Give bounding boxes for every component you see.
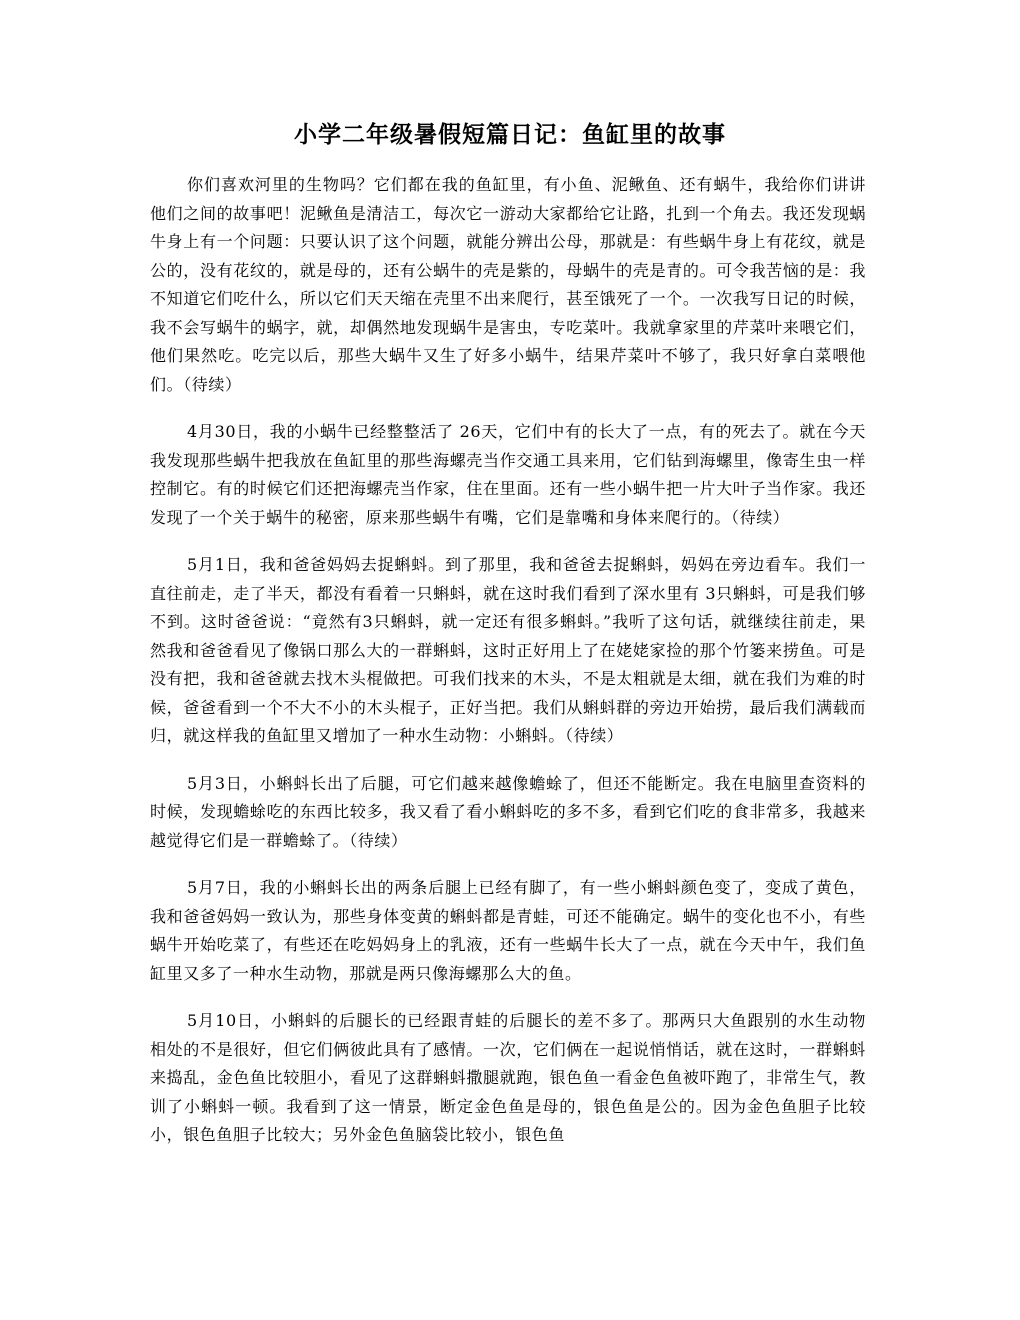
document-body bbox=[150, 171, 866, 1169]
paragraph-may-3: 5月3日，小蝌蚪长出了后腿，可它们越来越像蟾蜍了，但还不能断定。我在电脑里查资料的时候，发现蟾蜍吃的东西比较多，我又看了看小蝌蚪吃的多不多，看到它们吃的食非常多，我越来越觉得它们是一群蟾蜍了。（待续） bbox=[150, 773, 866, 850]
paragraph-may-10: 5月10日，小蝌蚪的后腿长的已经跟青蛙的后腿长的差不多了。那两只大鱼跟别的水生动物相处的不是很好，但它们俩彼此具有了感情。一次，它们俩在一起说悄悄话，就在这时，一群蝌蚪来捣乱，金色鱼比较胆小，看见了这群蝌蚪撒腿就跑，银色鱼一看金色鱼被吓跑了，非常生气，教训了小蝌蚪一顿。我看到了这一情景，断定金色鱼是母的，银色鱼是公的。因为金色鱼胆子比较小，银色鱼胆子比较大；另外金色鱼脑袋比较小，银色鱼 bbox=[150, 1011, 866, 1144]
paragraph-april-30: 4月30日，我的小蜗牛已经整整活了 26天，它们中有的长大了一点，有的死去了。就在今天我发现那些蜗牛把我放在鱼缸里的那些海螺壳当作交通工具来用，它们钻到海螺里，像寄生虫一样控制它。有的时候它们还把海螺壳当作家，住在里面。还有一些小蜗牛把一片大叶子当作家。我还发现了一个关于蜗牛的秘密，原来那些蜗牛有嘴，它们是靠嘴和身体来爬行的。（待续） bbox=[150, 422, 866, 527]
paragraph-may-1: 5月1日，我和爸爸妈妈去捉蝌蚪。到了那里，我和爸爸去捉蝌蚪，妈妈在旁边看车。我们一直往前走，走了半天，都没有看着一只蝌蚪，就在这时我们看到了深水里有 3只蝌蚪，可是我们够不到。这时爸爸说：“竟然有3只蝌蚪，就一定还有很多蝌蚪。”我听了这句话，就继续往前走，果然我和爸爸看见了像锅口那么大的一群蝌蚪，这时正好用上了在姥姥家捡的那个竹篓来捞鱼。可是没有把，我和爸爸就去找木头棍做把。可我们找来的木头，不是太粗就是太细，就在我们为难的时候，爸爸看到一个不大不小的木头棍子，正好当把。我们从蝌蚪群的旁边开始捞，最后我们满载而归，就这样我的鱼缸里又增加了一种水生动物：小蝌蚪。（待续） bbox=[150, 555, 866, 745]
paragraph-intro: 你们喜欢河里的生物吗？它们都在我的鱼缸里，有小鱼、泥鳅鱼、还有蜗牛，我给你们讲讲他们之间的故事吧！泥鳅鱼是清洁工，每次它一游动大家都给它让路，扎到一个角去。我还发现蜗牛身上有一个问题：只要认识了这个问题，就能分辨出公母，那就是：有些蜗牛身上有花纹，就是公的，没有花纹的，就是母的，还有公蜗牛的壳是紫的，母蜗牛的壳是青的。可令我苦恼的是：我不知道它们吃什么，所以它们天天缩在壳里不出来爬行，甚至饿死了一个。一次我写日记的时候，我不会写蜗牛的蜗字，就，却偶然地发现蜗牛是害虫，专吃菜叶。我就拿家里的芹菜叶来喂它们，他们果然吃。吃完以后，那些大蜗牛又生了好多小蜗牛，结果芹菜叶不够了，我只好拿白菜喂他们。（待续） bbox=[150, 175, 866, 394]
paragraph-may-7: 5月7日，我的小蝌蚪长出的两条后腿上已经有脚了，有一些小蝌蚪颜色变了，变成了黄色，我和爸爸妈妈一致认为，那些身体变黄的蝌蚪都是青蛙，可还不能确定。蜗牛的变化也不小，有些蜗牛开始吃菜了，有些还在吃妈妈身上的乳液，还有一些蜗牛长大了一点，就在今天中午，我们鱼缸里又多了一种水生动物，那就是两只像海螺那么大的鱼。 bbox=[150, 878, 866, 983]
page-title: 小学二年级暑假短篇日记：鱼缸里的故事 bbox=[294, 121, 726, 148]
